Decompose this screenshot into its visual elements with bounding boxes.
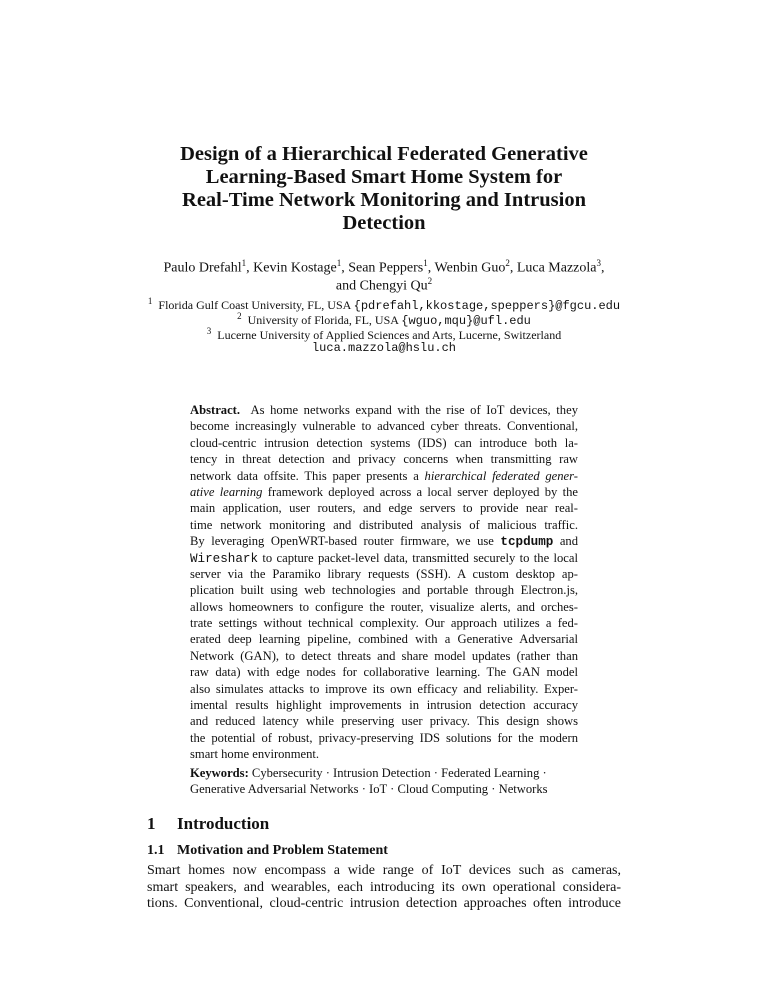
aff-num: 1 (147, 296, 153, 306)
author-aff: 2 (427, 276, 433, 286)
abstract-line: become increasingly vulnerable to advanced cyber threats. Conventional, (190, 419, 578, 434)
paper-title-line: Design of a Hierarchical Federated Generative (180, 143, 588, 165)
abstract-text: to capture packet-level data, transmitted securely to the local (258, 550, 578, 565)
author-aff: 1 (336, 258, 342, 268)
paper-title-line: Detection (342, 212, 426, 234)
aff-email: luca.mazzola@hslu.ch (311, 341, 457, 355)
abstract-line: the potential of robust, privacy-preserving IDS solutions for the modern (190, 730, 578, 745)
body-line: tions. Conventional, cloud-centric intrusion detection approaches often introduce (147, 896, 621, 912)
author-aff: 1 (423, 258, 428, 268)
aff-text: Lucerne University of Applied Sciences and Arts, Lucerne, Switzerland (217, 328, 562, 342)
keywords-label: Keywords: (190, 766, 249, 780)
abstract-line (190, 484, 578, 500)
aff-num: 2 (237, 311, 242, 321)
subsection-number: 1.1 (147, 843, 165, 858)
author: Luca Mazzola (516, 260, 597, 276)
abstract-italic: hierarchical federated gener- (424, 468, 578, 483)
abstract-text: network data offsite. This paper presents a (190, 468, 425, 483)
abstract-code: Wireshark (190, 551, 259, 566)
abstract-italic: ative learning (190, 484, 263, 499)
section-heading (147, 814, 269, 834)
abstract-line: time network monitoring and distributed analysis of malicious traffic. (190, 517, 578, 532)
abstract-text: framework deployed across a local server deployed by the (262, 484, 578, 499)
abstract-line: tency in threat detection and privacy concerns when transmitting raw (190, 452, 578, 467)
author-aff: 2 (505, 258, 510, 268)
aff-email: {wguo,mqu}@ufl.edu (401, 314, 531, 328)
abstract-line: main application, user routers, and edge servers to provide near real- (190, 501, 578, 516)
author-aff: 3 (596, 258, 602, 268)
section-number: 1 (147, 814, 156, 833)
paper-title-line: Real-Time Network Monitoring and Intrusion (182, 189, 586, 211)
aff-text: University of Florida, FL, USA (247, 313, 402, 327)
abstract-line: and reduced latency while preserving user privacy. This design shows (190, 714, 578, 729)
body-line: smart speakers, and wearables, each introducing its own operational considera- (147, 879, 621, 895)
author-list-line2 (0, 276, 768, 295)
abstract-line: trate settings without technical complexity. Our approach utilizes a fed- (190, 616, 578, 631)
abstract (190, 402, 578, 763)
abstract-text: and (553, 534, 578, 549)
abstract-text: By leveraging OpenWRT-based router firmware, we use (190, 534, 501, 549)
abstract-text: As home networks expand with the rise of IoT devices, they (250, 403, 578, 417)
author-aff: 1 (241, 258, 247, 268)
author: Kevin Kostage (253, 260, 337, 276)
author-list: Paulo Drefahl$^1$, Kevin Kostage$^1$, Sean Peppers$^1$, Wenbin Guo$^2$, Luca Mazzola$^3$, (163, 258, 605, 276)
author-prefix: and (335, 278, 360, 294)
abstract-line (190, 533, 578, 549)
subsection-title: Motivation and Problem Statement (177, 843, 388, 858)
abstract-line: imental results highlight improvements in intrusion detection accuracy (190, 698, 578, 713)
abstract-line: plication built using web technologies and portable through Electron.js, (190, 583, 578, 598)
author: Chengyi Qu (359, 278, 428, 294)
abstract-line: allows homeowners to configure the router, visualize alerts, and orches- (190, 599, 578, 614)
paper-title-line: Learning-Based Smart Home System for (205, 166, 563, 188)
body-text (147, 863, 621, 913)
abstract-line: smart home environment. (190, 747, 320, 762)
keywords (190, 765, 578, 798)
subsection-heading (147, 843, 388, 859)
abstract-line: Network (GAN), to detect threats and share model updates (rather than (190, 648, 578, 663)
abstract-line (190, 550, 578, 566)
abstract-line: cloud-centric intrusion detection systems (IDS) can introduce both la- (190, 435, 578, 450)
author: Wenbin Guo (434, 260, 506, 276)
abstract-line: erated deep learning pipeline, combined with a Generative Adversarial (190, 632, 578, 647)
aff-num: 3 (206, 326, 212, 336)
author: Paulo Drefahl (163, 260, 242, 276)
body-line: Smart homes now encompass a wide range of IoT devices such as cameras, (147, 863, 621, 878)
abstract-line: raw data) with edge nodes for collaborative learning. The GAN model (190, 665, 578, 680)
abstract-line (190, 468, 578, 484)
abstract-line: also simulates attacks to improve its own efficacy and reliability. Exper- (190, 681, 578, 696)
abstract-line: server via the Paramiko library requests (SSH). A custom desktop ap- (190, 566, 578, 581)
keywords-text: Cybersecurity · Intrusion Detection · Federated Learning · (251, 766, 547, 780)
section-title: Introduction (177, 814, 270, 833)
author: Sean Peppers (348, 260, 424, 276)
keywords-text: Generative Adversarial Networks · IoT · Cloud Computing · Networks (190, 782, 548, 797)
aff-email: {pdrefahl,kkostage,speppers}@fgcu.edu (353, 299, 621, 313)
aff-text: Florida Gulf Coast University, FL, USA (158, 298, 354, 312)
abstract-code: tcpdump (500, 535, 554, 550)
abstract-label: Abstract. (190, 403, 241, 417)
